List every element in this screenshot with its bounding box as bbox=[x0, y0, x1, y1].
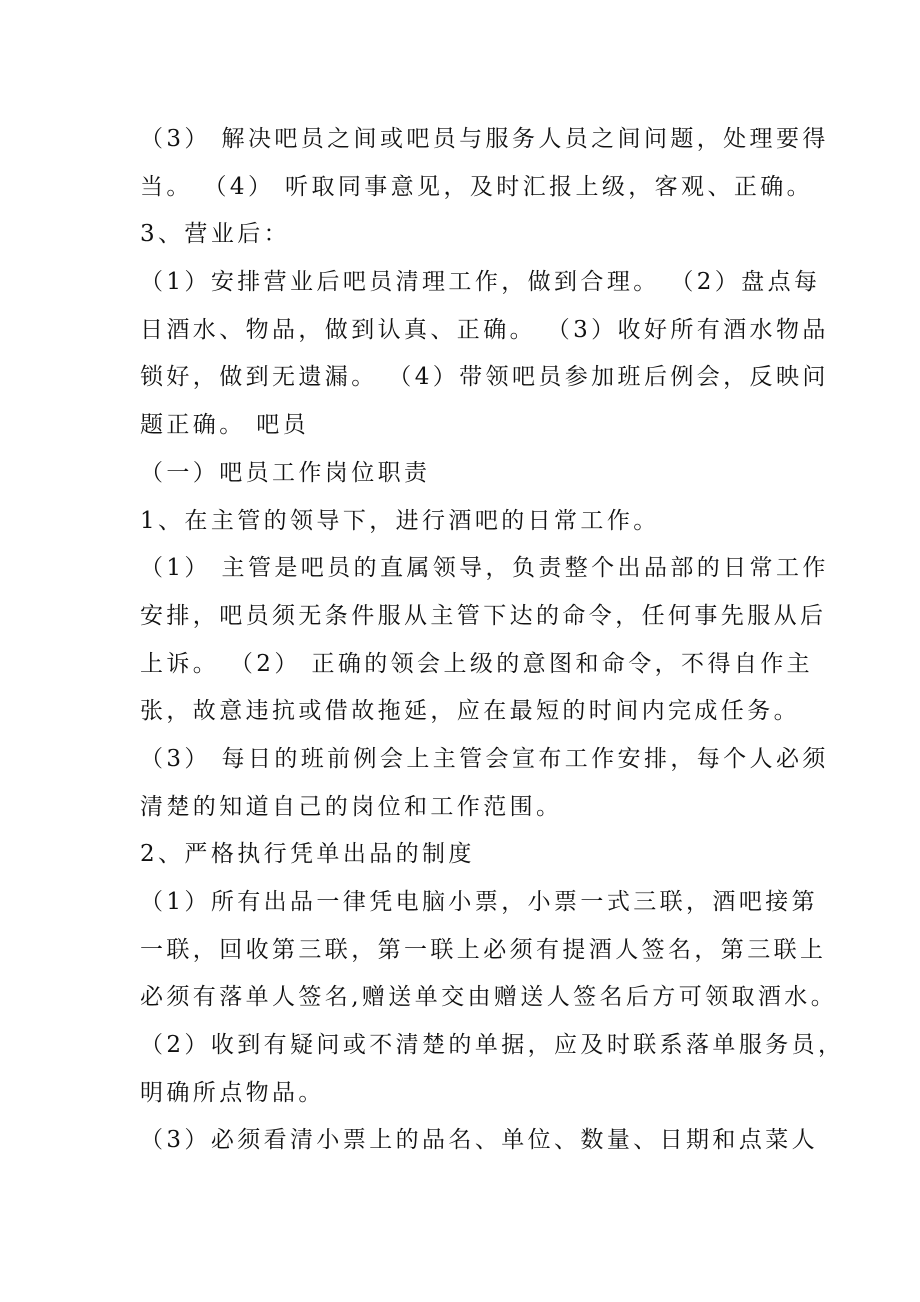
text-line: 必须有落单人签名,赠送单交由赠送人签名后方可领取酒水。 bbox=[140, 984, 838, 1011]
text-line: 当。 （4） 听取同事意见，及时汇报上级，客观、正确。 bbox=[140, 173, 814, 200]
text-line: 一联，回收第三联，第一联上必须有提酒人签名，第三联上 bbox=[140, 936, 827, 963]
document-body bbox=[140, 116, 845, 1165]
section-heading: 1、在主管的领导下，进行酒吧的日常工作。 bbox=[140, 507, 660, 534]
text-line: 日酒水、物品，做到认真、正确。 （3）收好所有酒水物品 bbox=[140, 316, 829, 343]
text-line: 清楚的知道自己的岗位和工作范围。 bbox=[140, 793, 563, 820]
text-line: （2）收到有疑问或不清楚的单据，应及时联系落单服务员， bbox=[140, 1032, 845, 1059]
text-line: 锁好，做到无遗漏。 （4）带领吧员参加班后例会，反映问 bbox=[140, 364, 829, 391]
text-line: （1） 主管是吧员的直属领导，负责整个出品部的日常工作 bbox=[140, 555, 829, 582]
text-line: （3）必须看清小票上的品名、单位、数量、日期和点菜人 bbox=[140, 1127, 819, 1154]
text-line: （1）安排营业后吧员清理工作，做到合理。 （2）盘点每 bbox=[140, 269, 821, 296]
text-line: 上诉。 （2） 正确的领会上级的意图和命令，不得自作主 bbox=[140, 650, 814, 677]
text-line: 张，故意违抗或借故拖延，应在最短的时间内完成任务。 bbox=[140, 698, 800, 725]
section-heading: 3、营业后： bbox=[140, 221, 291, 248]
text-line: 明确所点物品。 bbox=[140, 1079, 325, 1106]
text-line: （3） 每日的班前例会上主管会宣布工作安排，每个人必须 bbox=[140, 745, 829, 772]
section-heading: 2、严格执行凭单出品的制度 bbox=[140, 841, 475, 868]
text-line: （3） 解决吧员之间或吧员与服务人员之间问题，处理要得 bbox=[140, 126, 829, 152]
text-line: 安排，吧员须无条件服从主管下达的命令，任何事先服从后 bbox=[140, 602, 827, 629]
text-line: 题正确。 吧员 bbox=[140, 412, 310, 439]
section-heading: （一）吧员工作岗位职责 bbox=[140, 459, 431, 486]
text-line: （1）所有出品一律凭电脑小票，小票一式三联，酒吧接第 bbox=[140, 889, 819, 915]
